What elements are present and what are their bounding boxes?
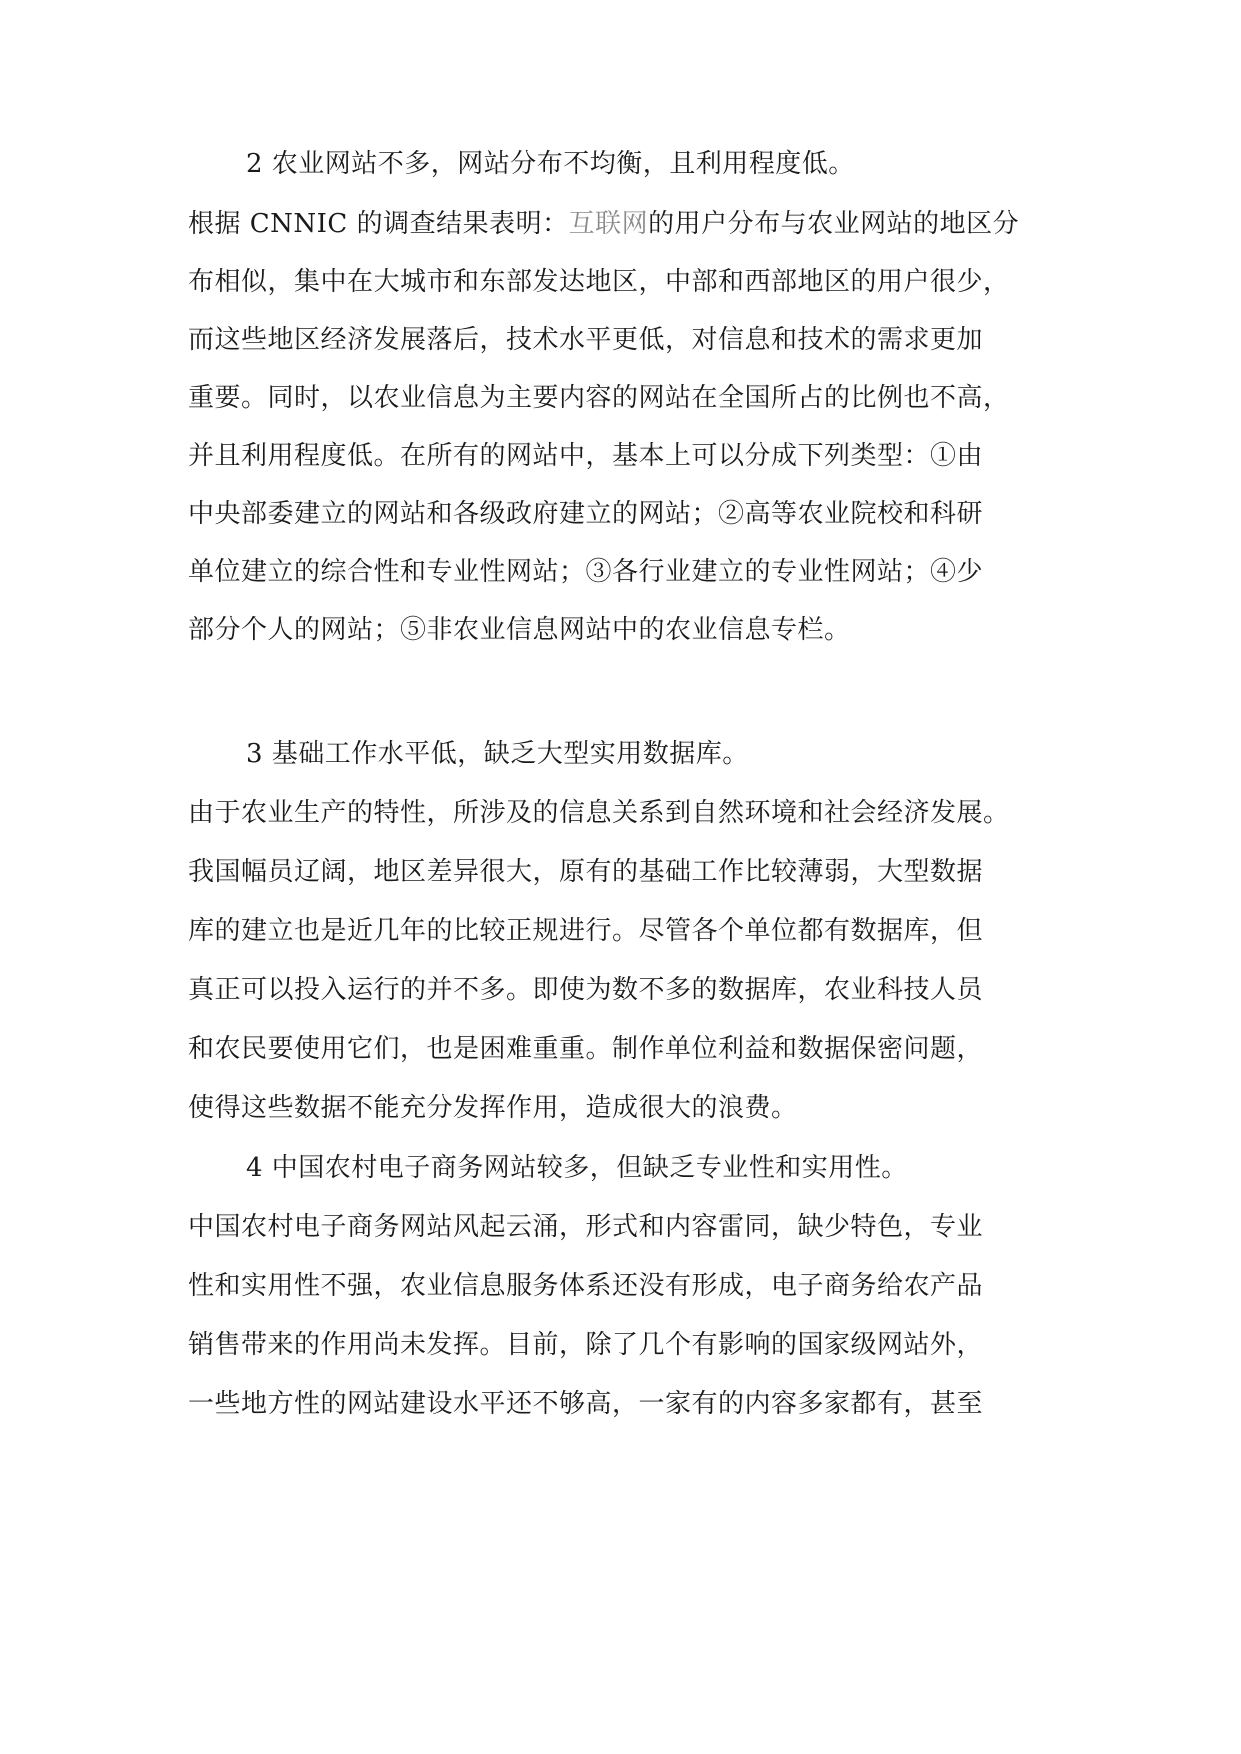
section-3-paragraph-line-4: 真正可以投入运行的并不多。即使为数不多的数据库，农业科技人员 <box>188 975 984 1005</box>
section-2-paragraph-line-1 <box>188 204 1068 244</box>
section-2-paragraph-line-6: 中央部委建立的网站和各级政府建立的网站；②高等农业院校和科研 <box>188 499 984 529</box>
section-2-paragraph-line-8: 部分个人的网站；⑤非农业信息网站中的农业信息专栏。 <box>188 615 851 645</box>
section-3-paragraph-line-6: 使得这些数据不能充分发挥作用，造成很大的浪费。 <box>188 1093 798 1123</box>
section-2-paragraph-line-7: 单位建立的综合性和专业性网站；③各行业建立的专业性网站；④少 <box>188 557 984 587</box>
paragraph-text: 的用户分布与农业网站的地区分 <box>648 209 1020 239</box>
section-4-paragraph-line-4: 一些地方性的网站建设水平还不够高，一家有的内容多家都有，甚至 <box>188 1389 984 1419</box>
section-3-paragraph-line-1: 由于农业生产的特性，所涉及的信息关系到自然环境和社会经济发展。 <box>188 798 1010 828</box>
section-3-paragraph-line-5: 和农民要使用它们，也是困难重重。制作单位利益和数据保密问题， <box>188 1034 984 1064</box>
section-4-paragraph-line-3: 销售带来的作用尚未发挥。目前，除了几个有影响的国家级网站外， <box>188 1330 984 1360</box>
paragraph-text: 根据 CNNIC 的调查结果表明： <box>188 209 569 239</box>
section-4-paragraph-line-1: 中国农村电子商务网站风起云涌，形式和内容雷同，缺少特色，专业 <box>188 1212 984 1242</box>
section-3-paragraph-line-3: 库的建立也是近几年的比较正规进行。尽管各个单位都有数据库，但 <box>188 916 984 946</box>
section-4-heading: 4 中国农村电子商务网站较多，但缺乏专业性和实用性。 <box>246 1153 908 1183</box>
section-3-paragraph-line-2: 我国幅员辽阔，地区差异很大，原有的基础工作比较薄弱，大型数据 <box>188 857 984 887</box>
section-2-paragraph-line-3: 而这些地区经济发展落后，技术水平更低，对信息和技术的需求更加 <box>188 325 984 355</box>
section-3-heading: 3 基础工作水平低，缺乏大型实用数据库。 <box>246 739 749 769</box>
section-2-paragraph-line-2: 布相似，集中在大城市和东部发达地区，中部和西部地区的用户很少， <box>188 267 1010 297</box>
section-2-heading: 2 农业网站不多，网站分布不均衡，且利用程度低。 <box>246 149 855 179</box>
section-2-paragraph-line-4: 重要。同时，以农业信息为主要内容的网站在全国所占的比例也不高， <box>188 383 1010 413</box>
section-2-paragraph-line-5: 并且利用程度低。在所有的网站中，基本上可以分成下列类型：①由 <box>188 441 984 471</box>
internet-link[interactable]: 互联网 <box>568 209 649 239</box>
section-4-paragraph-line-2: 性和实用性不强，农业信息服务体系还没有形成，电子商务给农产品 <box>188 1271 984 1301</box>
